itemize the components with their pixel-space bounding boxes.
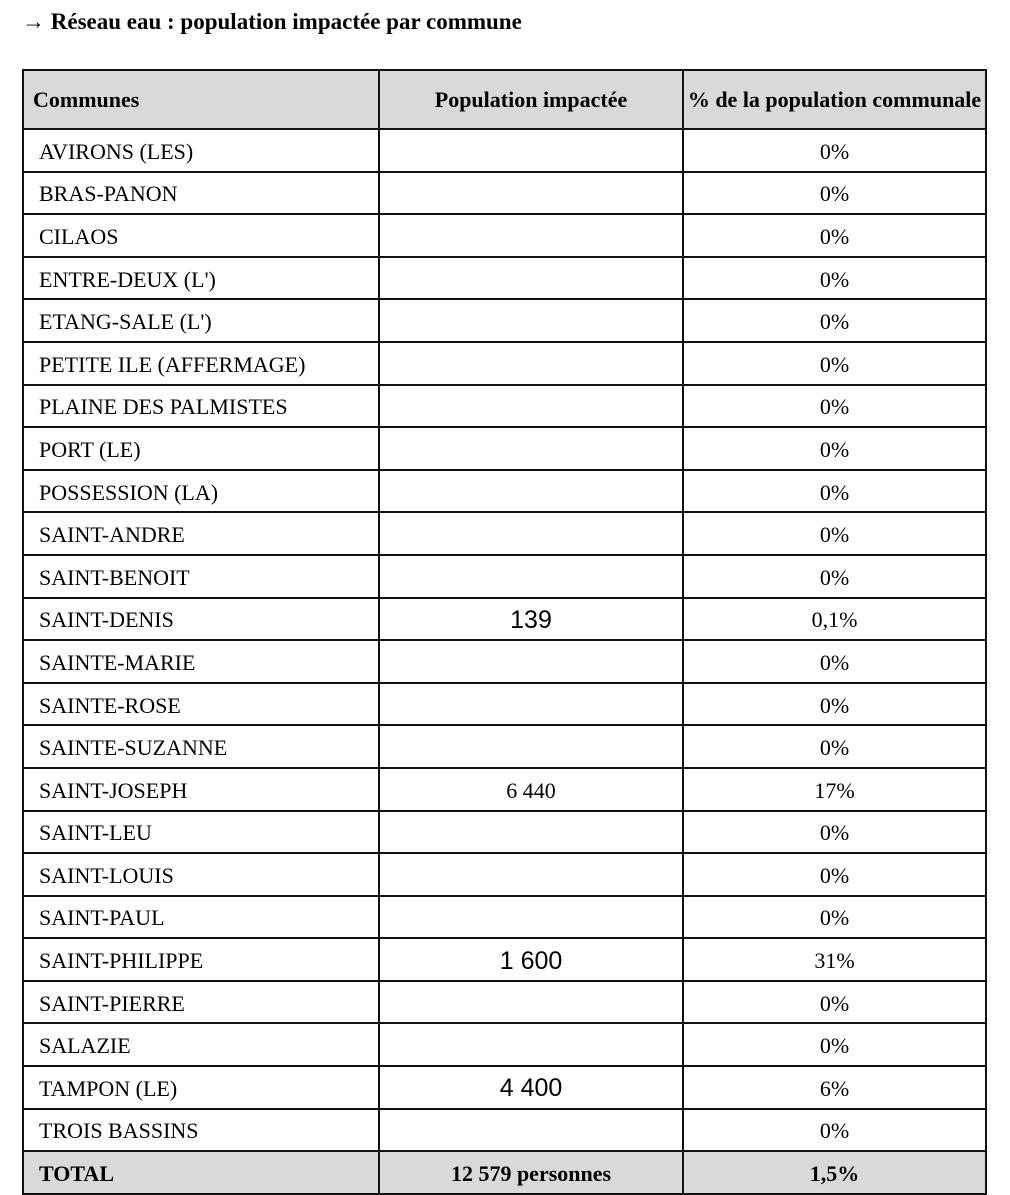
commune-cell: PLAINE DES PALMISTES — [23, 385, 379, 428]
table-row — [23, 427, 986, 470]
percent-cell: 0% — [683, 1109, 986, 1152]
percent-cell: 0% — [683, 385, 986, 428]
table-row — [23, 1023, 986, 1066]
population-cell — [379, 257, 683, 300]
percent-cell: 0% — [683, 811, 986, 854]
commune-cell: SAINTE-ROSE — [23, 683, 379, 726]
commune-cell: PORT (LE) — [23, 427, 379, 470]
table-row — [23, 725, 986, 768]
table-row — [23, 981, 986, 1024]
commune-cell: SAINT-BENOIT — [23, 555, 379, 598]
population-table — [22, 69, 987, 1195]
table-row — [23, 299, 986, 342]
commune-cell: SAINT-ANDRE — [23, 512, 379, 555]
table-row — [23, 512, 986, 555]
commune-cell: AVIRONS (LES) — [23, 129, 379, 172]
table-row — [23, 555, 986, 598]
commune-cell: BRAS-PANON — [23, 172, 379, 215]
population-cell — [379, 725, 683, 768]
percent-cell: 0% — [683, 896, 986, 939]
population-cell — [379, 640, 683, 683]
commune-cell: POSSESSION (LA) — [23, 470, 379, 513]
table-row — [23, 470, 986, 513]
header-percent: % de la population communale — [683, 70, 986, 129]
percent-cell: 0% — [683, 640, 986, 683]
population-cell — [379, 342, 683, 385]
commune-cell: SAINT-JOSEPH — [23, 768, 379, 811]
table-row — [23, 129, 986, 172]
table-row — [23, 598, 986, 641]
table-row — [23, 385, 986, 428]
table-row — [23, 938, 986, 981]
percent-cell: 0% — [683, 853, 986, 896]
commune-cell: SAINTE-SUZANNE — [23, 725, 379, 768]
table-row — [23, 853, 986, 896]
percent-cell: 0,1% — [683, 598, 986, 641]
percent-cell: 0% — [683, 299, 986, 342]
population-cell — [379, 172, 683, 215]
percent-cell: 0% — [683, 981, 986, 1024]
population-cell — [379, 981, 683, 1024]
population-cell — [379, 555, 683, 598]
population-cell — [379, 1023, 683, 1066]
commune-cell: PETITE ILE (AFFERMAGE) — [23, 342, 379, 385]
percent-cell: 0% — [683, 470, 986, 513]
percent-cell: 0% — [683, 512, 986, 555]
percent-cell: 0% — [683, 257, 986, 300]
commune-cell: TROIS BASSINS — [23, 1109, 379, 1152]
total-percent: 1,5% — [683, 1151, 986, 1194]
table-row — [23, 1066, 986, 1109]
header-population: Population impactée — [379, 70, 683, 129]
commune-cell: SAINT-DENIS — [23, 598, 379, 641]
population-cell: 1 600 — [379, 938, 683, 981]
percent-cell: 0% — [683, 683, 986, 726]
population-cell — [379, 811, 683, 854]
population-cell — [379, 896, 683, 939]
table-row — [23, 683, 986, 726]
commune-cell: SAINTE-MARIE — [23, 640, 379, 683]
commune-cell: SALAZIE — [23, 1023, 379, 1066]
population-cell — [379, 299, 683, 342]
commune-cell: CILAOS — [23, 214, 379, 257]
commune-cell: SAINT-PIERRE — [23, 981, 379, 1024]
commune-cell: SAINT-PHILIPPE — [23, 938, 379, 981]
population-cell: 6 440 — [379, 768, 683, 811]
percent-cell: 6% — [683, 1066, 986, 1109]
table-row — [23, 214, 986, 257]
table-row — [23, 257, 986, 300]
population-cell — [379, 470, 683, 513]
population-cell — [379, 129, 683, 172]
population-cell — [379, 427, 683, 470]
table-header-row — [23, 70, 986, 129]
commune-cell: ETANG-SALE (L') — [23, 299, 379, 342]
commune-cell: TAMPON (LE) — [23, 1066, 379, 1109]
percent-cell: 0% — [683, 214, 986, 257]
commune-cell: SAINT-LOUIS — [23, 853, 379, 896]
table-row — [23, 1109, 986, 1152]
population-cell — [379, 512, 683, 555]
commune-cell: ENTRE-DEUX (L') — [23, 257, 379, 300]
population-cell — [379, 214, 683, 257]
population-cell: 139 — [379, 598, 683, 641]
table-row — [23, 172, 986, 215]
percent-cell: 0% — [683, 555, 986, 598]
percent-cell: 17% — [683, 768, 986, 811]
percent-cell: 31% — [683, 938, 986, 981]
section-title: → Réseau eau : population impactée par commune — [22, 9, 522, 34]
header-communes: Communes — [23, 70, 379, 129]
commune-cell: SAINT-PAUL — [23, 896, 379, 939]
table-row — [23, 342, 986, 385]
commune-cell: SAINT-LEU — [23, 811, 379, 854]
total-label: TOTAL — [23, 1151, 379, 1194]
total-row — [23, 1151, 986, 1194]
table-row — [23, 811, 986, 854]
table-row — [23, 896, 986, 939]
table-row — [23, 768, 986, 811]
percent-cell: 0% — [683, 129, 986, 172]
population-cell — [379, 683, 683, 726]
percent-cell: 0% — [683, 725, 986, 768]
percent-cell: 0% — [683, 1023, 986, 1066]
percent-cell: 0% — [683, 427, 986, 470]
table-row — [23, 640, 986, 683]
population-cell: 4 400 — [379, 1066, 683, 1109]
percent-cell: 0% — [683, 342, 986, 385]
population-cell — [379, 853, 683, 896]
total-population: 12 579 personnes — [379, 1151, 683, 1194]
population-cell — [379, 385, 683, 428]
population-cell — [379, 1109, 683, 1152]
percent-cell: 0% — [683, 172, 986, 215]
